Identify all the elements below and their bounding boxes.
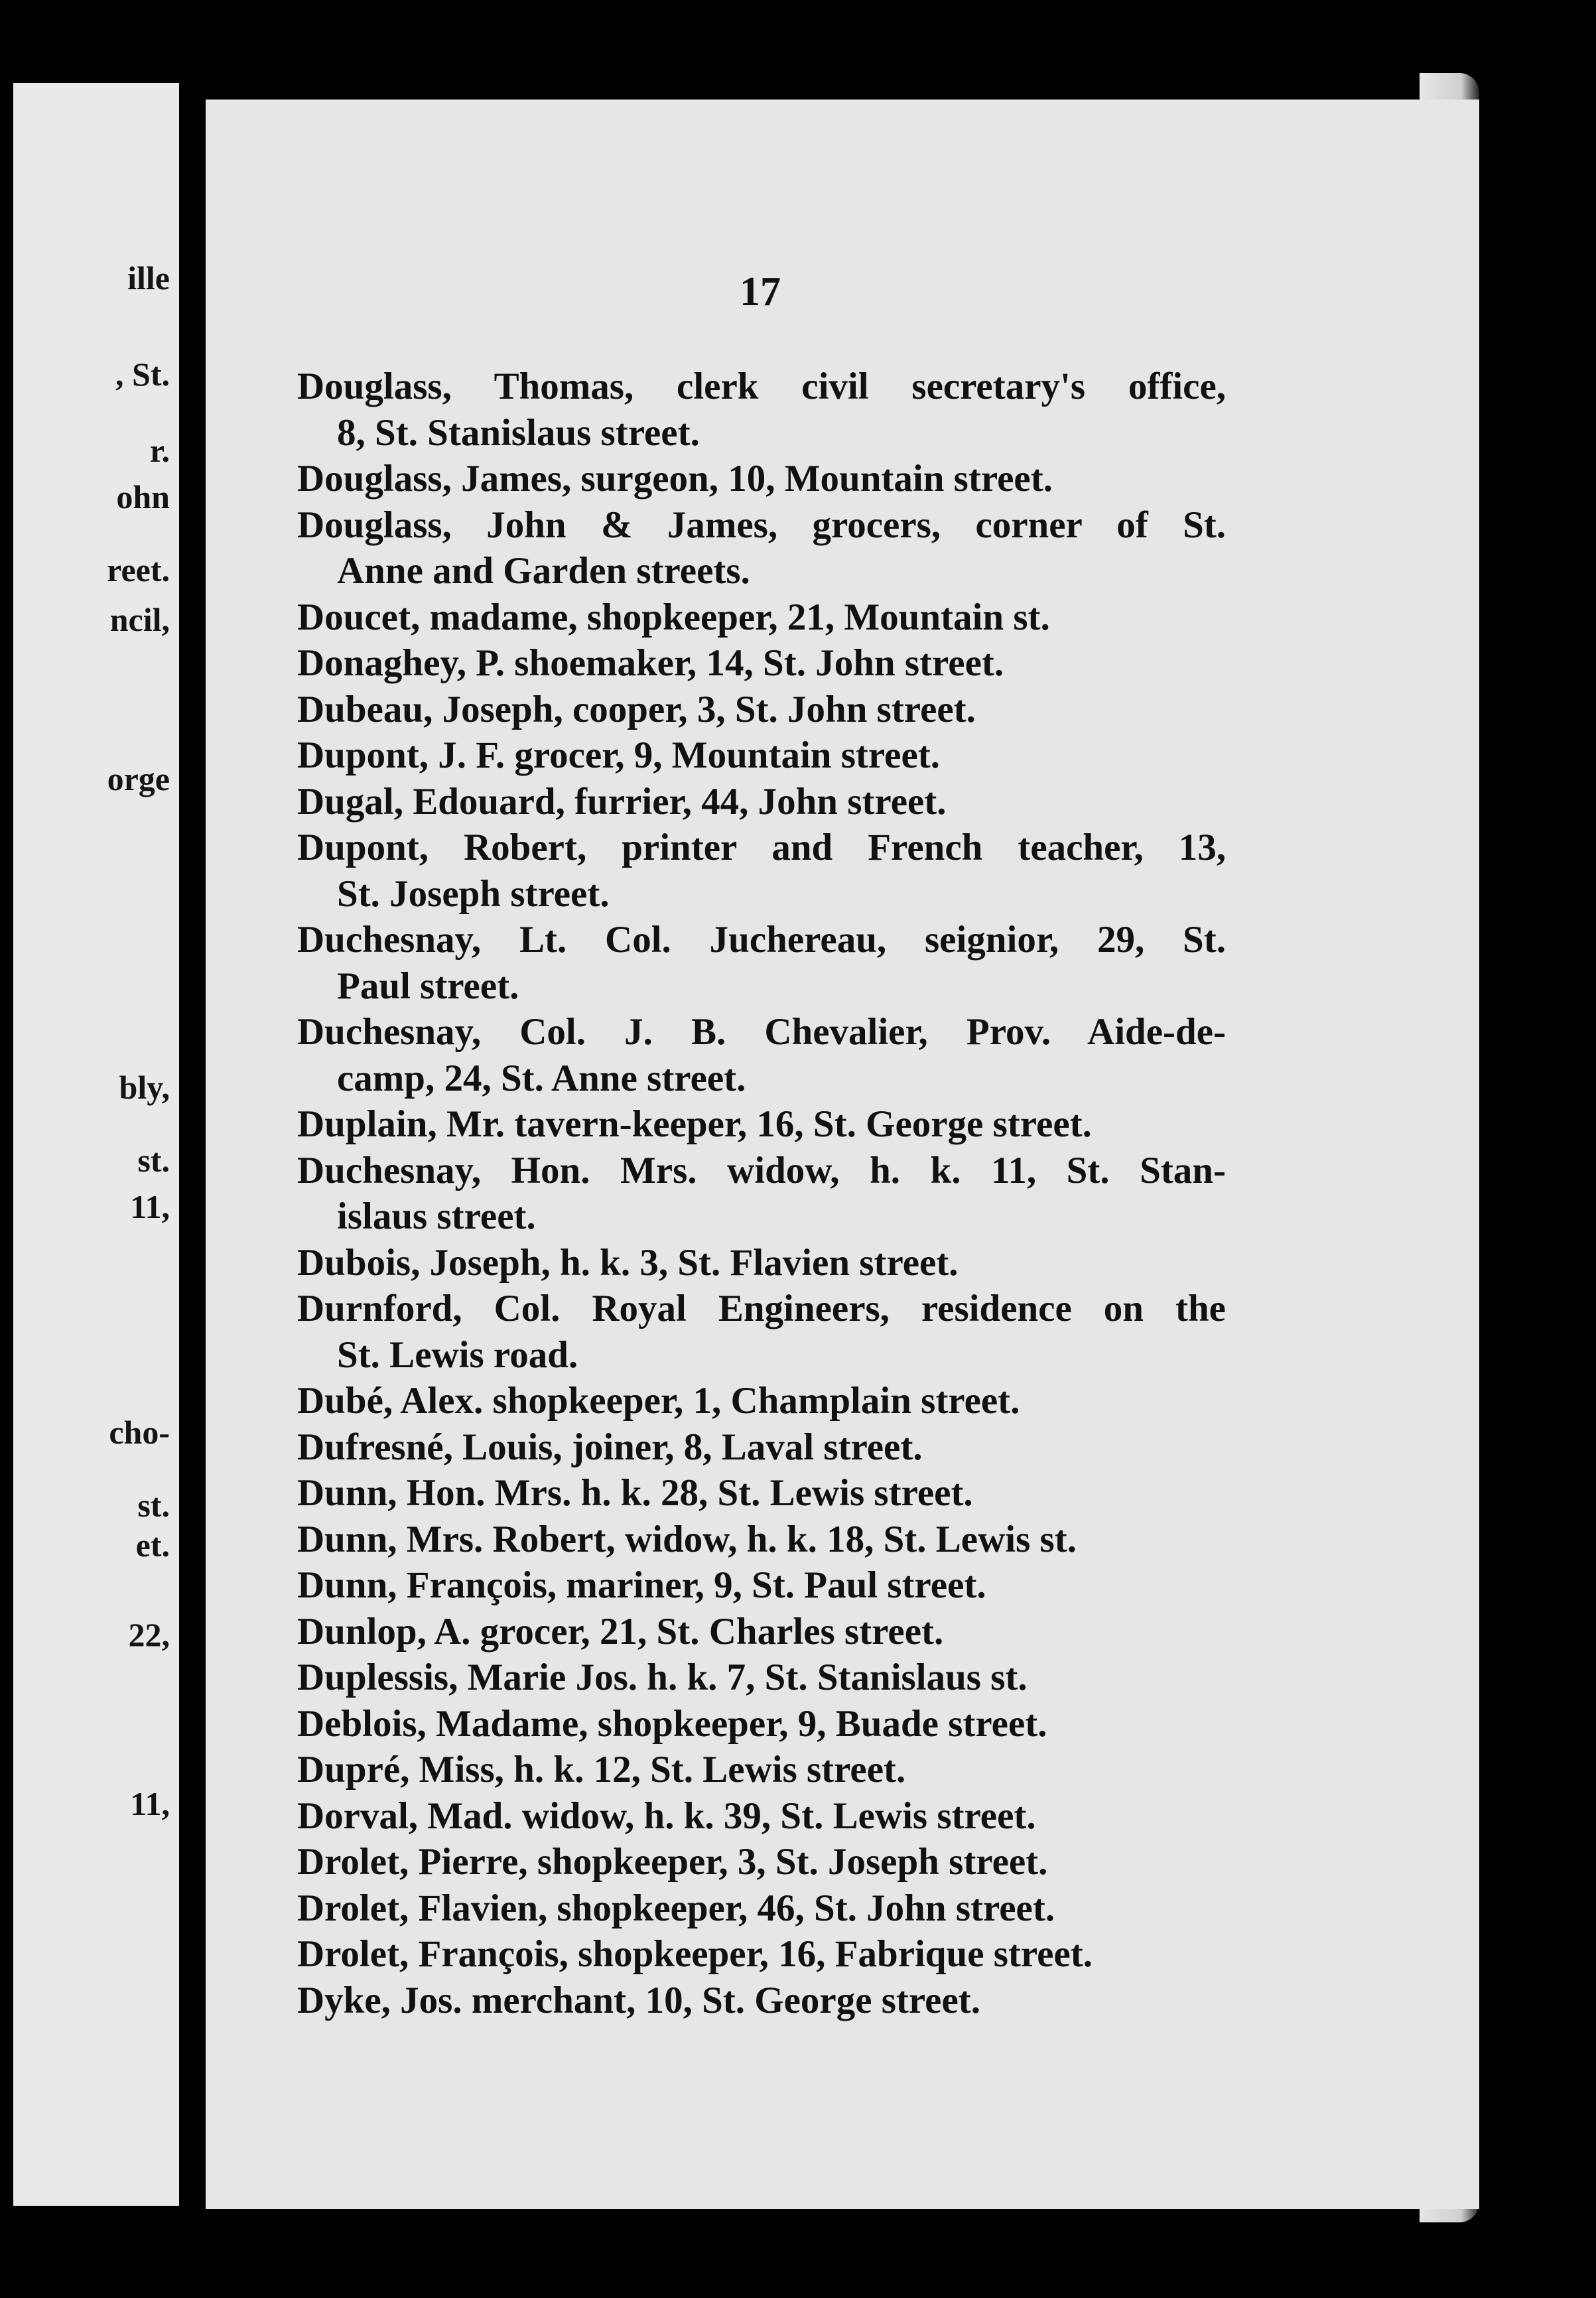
directory-entry: [297, 1931, 1226, 1978]
entry-continuation-line: camp, 24, St. Anne street.: [337, 1057, 746, 1099]
entry-line: Duplessis, Marie Jos. h. k. 7, St. Stanislaus st.: [297, 1656, 1028, 1698]
directory-entry: [297, 1009, 1226, 1101]
left-page-fragment: orge: [107, 760, 170, 797]
directory-entry: [297, 1517, 1226, 1563]
directory-entry: [297, 1562, 1226, 1609]
entry-line: Dunlop, A. grocer, 21, St. Charles street.: [297, 1610, 944, 1653]
entry-line: Drolet, Flavien, shopkeeper, 46, St. John street.: [297, 1887, 1055, 1929]
entry-line: Donaghey, P. shoemaker, 14, St. John street.: [297, 642, 1004, 684]
directory-entry: [297, 779, 1226, 825]
left-page-fragment: 11,: [130, 1188, 170, 1225]
left-page-fragment: cho-: [109, 1414, 170, 1451]
previous-page-strip: [13, 83, 179, 2206]
directory-entry: [297, 1609, 1226, 1655]
entry-line: Dupré, Miss, h. k. 12, St. Lewis street.: [297, 1749, 906, 1791]
left-page-fragment: , St.: [115, 356, 170, 393]
entry-line: Dupont, J. F. grocer, 9, Mountain street.: [297, 734, 940, 776]
left-page-fragment: bly,: [119, 1069, 170, 1106]
entry-line: Drolet, François, shopkeeper, 16, Fabrique street.: [297, 1933, 1093, 1975]
entry-line: Dunn, François, mariner, 9, St. Paul street.: [297, 1564, 986, 1606]
directory-entries: [297, 364, 1226, 2023]
entry-continuation-line: St. Joseph street.: [337, 872, 610, 915]
directory-entry: [297, 1470, 1226, 1517]
directory-entry: [297, 1655, 1226, 1701]
directory-entry: [297, 1747, 1226, 1793]
left-page-fragment: 11,: [130, 1785, 170, 1822]
left-page-fragment: ncil,: [109, 601, 170, 638]
entry-continuation-line: Anne and Garden streets.: [337, 550, 750, 592]
left-page-fragment: ohn: [116, 478, 170, 515]
entry-continuation-line: islaus street.: [337, 1195, 536, 1237]
left-page-fragment: ille: [127, 259, 170, 297]
entry-line: Durnford, Col. Royal Engineers, residence on the: [297, 1288, 1226, 1329]
entry-line: Deblois, Madame, shopkeeper, 9, Buade street.: [297, 1702, 1047, 1745]
directory-entry: [297, 1978, 1226, 2024]
entry-line: Dorval, Mad. widow, h. k. 39, St. Lewis street.: [297, 1794, 1036, 1837]
directory-entry: [297, 502, 1226, 594]
entry-continuation-line: Paul street.: [337, 965, 519, 1007]
directory-entry: [297, 1240, 1226, 1286]
entry-line: Drolet, Pierre, shopkeeper, 3, St. Joseph street.: [297, 1841, 1048, 1883]
directory-entry: [297, 640, 1226, 687]
entry-line: Duchesnay, Hon. Mrs. widow, h. k. 11, St. Stan-: [297, 1149, 1226, 1191]
left-page-fragment: 22,: [128, 1616, 170, 1653]
left-page-fragment: st.: [137, 1142, 170, 1179]
page-number: 17: [740, 269, 781, 314]
directory-entry: [297, 1793, 1226, 1840]
entry-continuation-line: St. Lewis road.: [337, 1333, 578, 1376]
entry-line: Duplain, Mr. tavern-keeper, 16, St. George street.: [297, 1103, 1092, 1145]
left-page-fragment: st.: [137, 1487, 170, 1524]
directory-entry: [297, 1885, 1226, 1932]
entry-line: Dupont, Robert, printer and French teacher, 13,: [297, 827, 1226, 868]
directory-entry: [297, 456, 1226, 502]
entry-line: Douglass, Thomas, clerk civil secretary's office,: [297, 366, 1226, 407]
directory-entry: [297, 1701, 1226, 1747]
directory-entry: [297, 825, 1226, 917]
directory-entry: [297, 594, 1226, 641]
directory-entry: [297, 1839, 1226, 1885]
entry-line: Douglass, James, surgeon, 10, Mountain street.: [297, 458, 1053, 500]
directory-entry: [297, 1286, 1226, 1378]
entry-line: Duchesnay, Col. J. B. Chevalier, Prov. Aide-de-: [297, 1011, 1226, 1053]
left-page-fragment: reet.: [107, 551, 170, 588]
entry-line: Dyke, Jos. merchant, 10, St. George street.: [297, 1979, 981, 2021]
entry-line: Doucet, madame, shopkeeper, 21, Mountain st.: [297, 596, 1050, 638]
directory-entry: [297, 1148, 1226, 1240]
directory-entry: [297, 732, 1226, 779]
left-page-fragment: r.: [149, 432, 170, 469]
entry-line: Dugal, Edouard, furrier, 44, John street.: [297, 780, 947, 823]
entry-line: Dunn, Mrs. Robert, widow, h. k. 18, St. Lewis st.: [297, 1518, 1077, 1560]
entry-line: Dubeau, Joseph, cooper, 3, St. John street.: [297, 688, 976, 730]
directory-entry: [297, 687, 1226, 733]
entry-line: Dubois, Joseph, h. k. 3, St. Flavien street.: [297, 1241, 959, 1284]
entry-continuation-line: 8, St. Stanislaus street.: [337, 411, 700, 454]
directory-entry: [297, 1101, 1226, 1148]
directory-entry: [297, 917, 1226, 1009]
directory-entry: [297, 364, 1226, 456]
entry-line: Dubé, Alex. shopkeeper, 1, Champlain street.: [297, 1380, 1020, 1422]
entry-line: Dufresné, Louis, joiner, 8, Laval street.: [297, 1426, 923, 1468]
left-page-fragment: et.: [135, 1526, 170, 1564]
directory-entry: [297, 1424, 1226, 1471]
directory-entry: [297, 1378, 1226, 1424]
entry-line: Duchesnay, Lt. Col. Juchereau, seignior, 29, St.: [297, 919, 1226, 961]
entry-line: Dunn, Hon. Mrs. h. k. 28, St. Lewis street.: [297, 1472, 973, 1514]
entry-line: Douglass, John & James, grocers, corner of St.: [297, 504, 1226, 546]
